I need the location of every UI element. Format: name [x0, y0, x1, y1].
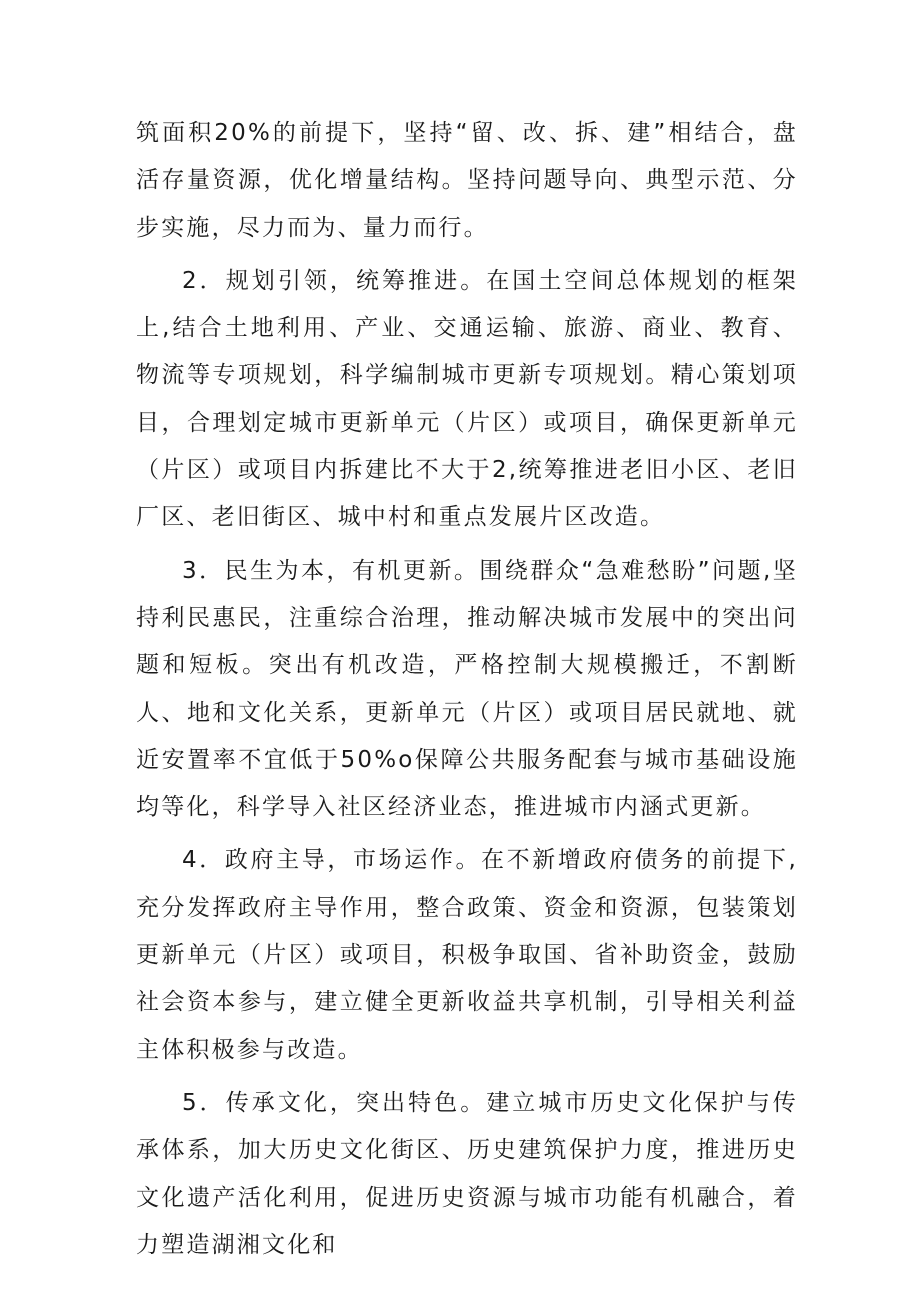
paragraph-government-led: 4．政府主导，市场运作。在不新增政府债务的前提下,充分发挥政府主导作用，整合政策、资金和资源，包装策划更新单元（片区）或项目，积极争取国、省补助资金，鼓励社会资本参与，建立健全更新收益共享机制，引导相关利益主体积极参与改造。 — [136, 847, 798, 1063]
paragraph-people-oriented: 3．民生为本，有机更新。围绕群众“急难愁盼”问题,坚持利民惠民，注重综合治理，推动解决城市发展中的突出问题和短板。突出有机改造，严格控制大规模搬迁，不割断人、地和文化关系，更新单元（片区）或项目居民就地、就近安置率不宜低于50%o保障公共服务配套与城市基础设施均等化，科学导入社区经济业态，推进城市内涵式更新。 — [136, 557, 798, 821]
paragraph-continuation: 筑面积20%的前提下，坚持“留、改、拆、建”相结合，盘活存量资源，优化增量结构。坚持问题导向、典型示范、分步实施，尽力而为、量力而行。 — [136, 120, 798, 241]
document-body — [136, 110, 798, 1275]
paragraph-cultural-heritage: 5．传承文化，突出特色。建立城市历史文化保护与传承体系，加大历史文化街区、历史建筑保护力度，推进历史文化遗产活化利用，促进历史资源与城市功能有机融合，着力塑造湖湘文化和 — [136, 1089, 798, 1258]
paragraph-planning-guidance: 2．规划引领，统筹推进。在国土空间总体规划的框架上,结合土地利用、产业、交通运输、旅游、商业、教育、物流等专项规划，科学编制城市更新专项规划。精心策划项目，合理划定城市更新单元（片区）或项目，确保更新单元（片区）或项目内拆建比不大于2,统筹推进老旧小区、老旧厂区、老旧街区、城中村和重点发展片区改造。 — [136, 267, 798, 531]
